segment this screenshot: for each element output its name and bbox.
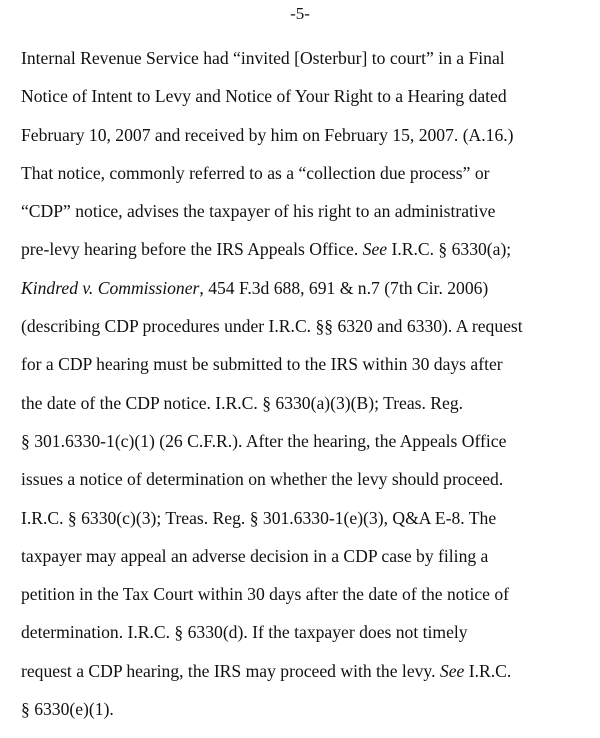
text-segment: the date of the CDP notice. I.R.C. § 6330(a)(3)(B); Treas. Reg.: [21, 392, 464, 413]
text-segment: § 6330(e)(1).: [21, 699, 114, 720]
text-line: [21, 162, 596, 200]
text-segment: , 454 F.3d 688, 691 & n.7 (7th Cir. 2006): [199, 277, 489, 298]
text-segment: taxpayer may appeal an adverse decision in a CDP case by filing a: [21, 545, 489, 566]
text-segment: for a CDP hearing must be submitted to the IRS within 30 days after: [21, 354, 503, 375]
italic-text-segment: Kindred v. Commissioner: [21, 277, 200, 298]
text-line: [21, 353, 596, 391]
text-line: [21, 47, 596, 85]
text-segment: I.R.C. § 6330(a);: [387, 239, 512, 260]
text-segment: Internal Revenue Service had “invited [Osterbur] to court” in a Final: [21, 48, 505, 68]
text-segment: (describing CDP procedures under I.R.C. §§ 6320 and 6330). A request: [21, 316, 523, 337]
text-line: [21, 430, 596, 468]
text-segment: That notice, commonly referred to as a “collection due process” or: [21, 162, 490, 183]
text-segment: pre-levy hearing before the IRS Appeals Office.: [21, 239, 363, 260]
text-line: [21, 698, 596, 736]
text-segment: I.R.C.: [464, 660, 512, 681]
italic-text-segment: See: [439, 660, 465, 681]
text-line: [21, 277, 596, 315]
body-paragraph: [21, 47, 596, 736]
text-line: [21, 124, 596, 162]
text-segment: request a CDP hearing, the IRS may proceed with the levy.: [21, 660, 440, 681]
text-line: [21, 315, 596, 353]
text-segment: I.R.C. § 6330(c)(3); Treas. Reg. § 301.6330-1(e)(3), Q&A E-8. The: [21, 507, 497, 528]
text-line: [21, 238, 596, 276]
text-segment: determination. I.R.C. § 6330(d). If the taxpayer does not timely: [21, 622, 468, 643]
text-line: [21, 200, 596, 238]
text-segment: “CDP” notice, advises the taxpayer of his right to an administrative: [21, 201, 496, 222]
text-line: [21, 392, 596, 430]
text-segment: § 301.6330-1(c)(1) (26 C.F.R.). After the hearing, the Appeals Office: [21, 430, 507, 451]
text-segment: issues a notice of determination on whether the levy should proceed.: [21, 469, 504, 490]
italic-text-segment: See: [362, 239, 388, 260]
text-line: [21, 660, 596, 698]
text-line: [21, 583, 596, 621]
text-segment: February 10, 2007 and received by him on February 15, 2007. (A.16.): [21, 124, 514, 145]
text-segment: Notice of Intent to Levy and Notice of Your Right to a Hearing dated: [21, 86, 507, 107]
text-line: [21, 85, 596, 123]
text-line: [21, 468, 596, 506]
page-number: -5-: [290, 4, 310, 23]
text-segment: petition in the Tax Court within 30 days after the date of the notice of: [21, 584, 510, 605]
text-line: [21, 621, 596, 659]
text-line: [21, 507, 596, 545]
text-line: [21, 545, 596, 583]
